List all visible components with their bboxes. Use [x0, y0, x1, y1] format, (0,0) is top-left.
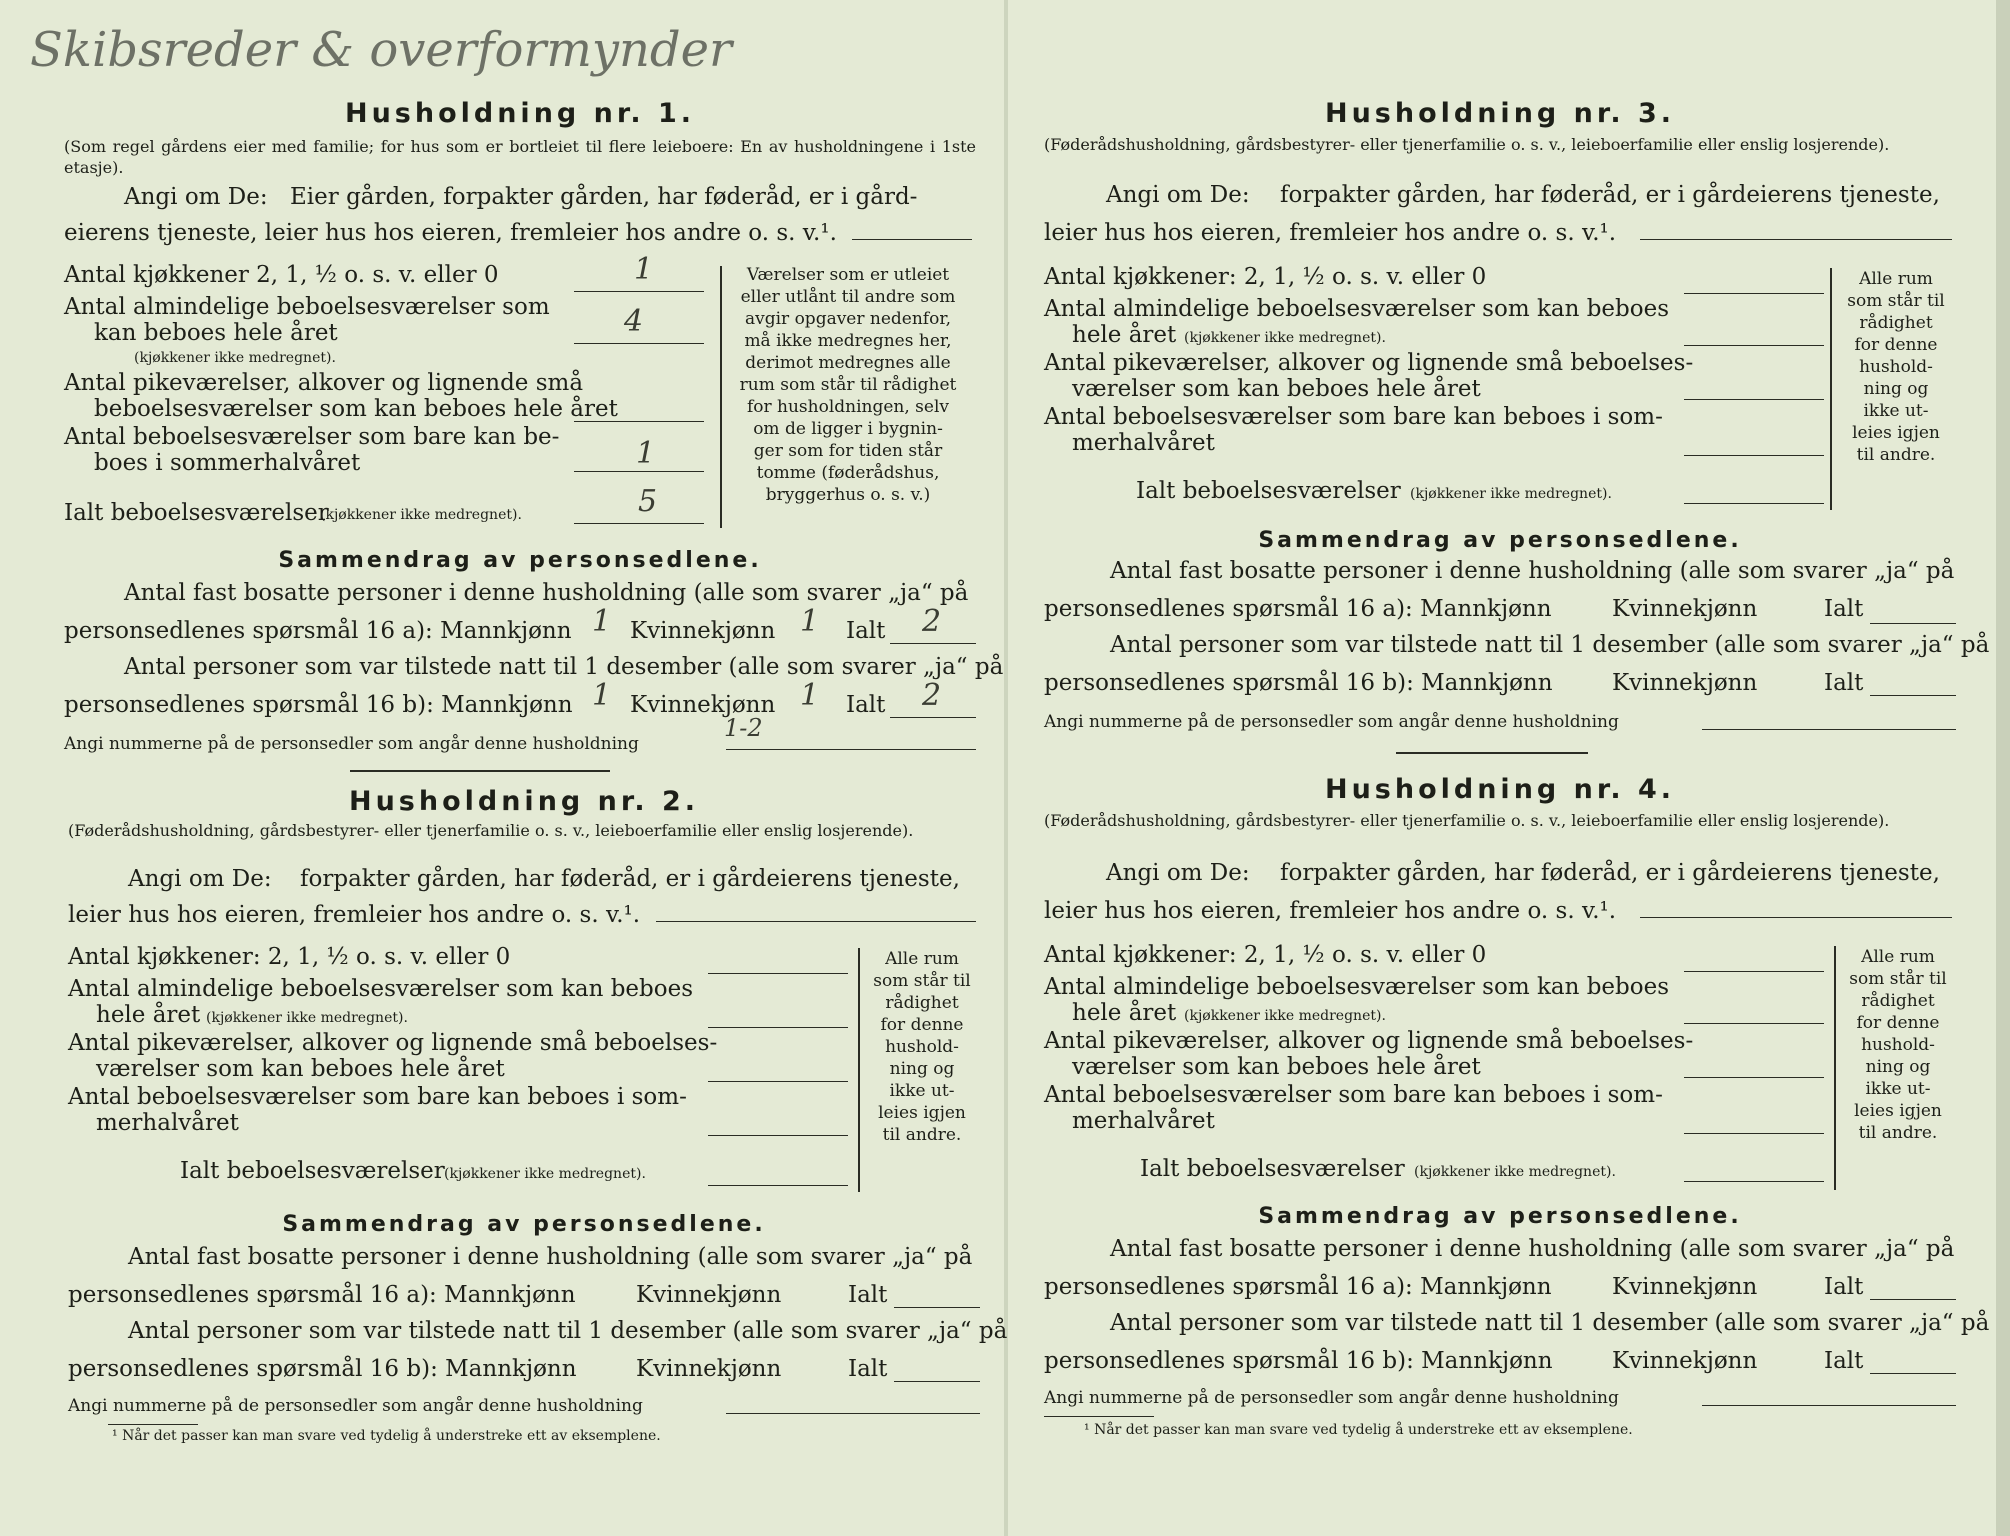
household-3-numbers-label: Angi nummerne på de personsedler som angår denne husholdning [1044, 712, 1619, 732]
household-3-ordinary-rooms-field[interactable] [1684, 344, 1824, 346]
household-1-angi-field[interactable] [852, 238, 972, 240]
household-1-resident-total: 2 [922, 604, 942, 639]
household-2-summary-title: Sammendrag av personsedlene. [282, 1212, 766, 1237]
divider [350, 770, 610, 772]
household-1-brace [720, 266, 722, 528]
household-4-maid-rooms-2: værelser som kan beboes hele året [1072, 1054, 1481, 1080]
household-2-kitchens-field[interactable] [708, 972, 848, 974]
household-2-summer-rooms-field[interactable] [708, 1134, 848, 1136]
household-4-total-rooms-sub: (kjøkkener ikke medregnet). [1414, 1164, 1616, 1180]
household-3-resident-total-field[interactable] [1870, 622, 1956, 624]
household-2-resident-total-field[interactable] [894, 1306, 980, 1308]
household-3-angi-options: forpakter gården, har føderåd, er i gårdeierens tjeneste, [1280, 182, 1940, 208]
household-1-angi-options: Eier gården, forpakter gården, har føderåd, er i gård- [290, 184, 918, 210]
household-1-total-rooms-value: 5 [638, 484, 658, 519]
household-4 [1044, 760, 1990, 1500]
household-1-resident-line2: personsedlenes spørsmål 16 a): Mannkjønn [64, 618, 572, 644]
household-2-numbers-label: Angi nummerne på de personsedler som angår denne husholdning [68, 1396, 643, 1416]
household-1-total-rooms-field[interactable] [574, 522, 704, 524]
household-2-resident-total-label: Ialt [848, 1282, 888, 1308]
household-4-note: (Føderådshusholdning, gårdsbestyrer- eller tjenerfamilie o. s. v., leieboerfamilie eller enslig losjerende). [1044, 811, 1890, 830]
household-4-ordinary-rooms-sub: (kjøkkener ikke medregnet). [1184, 1008, 1386, 1024]
household-4-angi-line2: leier hus hos eieren, fremleier hos andre o. s. v.¹. [1044, 898, 1617, 924]
household-1-present-line2: personsedlenes spørsmål 16 b): Mannkjønn [64, 692, 573, 718]
household-4-side-note: Alle rum som står til rådighet for denne hushold- ning og ikke ut- leies igjen til andre. [1849, 947, 1947, 1143]
household-2-summer-rooms-2: merhalvåret [96, 1110, 239, 1136]
household-1-kitchens-field[interactable] [574, 290, 704, 292]
household-2-maid-rooms-1: Antal pikeværelser, alkover og lignende små beboelses- [68, 1030, 718, 1056]
household-3-present-line1: Antal personer som var tilstede natt til 1 desember (alle som svarer „ja“ på [1110, 632, 1990, 658]
household-2-total-rooms-sub: (kjøkkener ikke medregnet). [444, 1166, 646, 1182]
household-2-angi-field[interactable] [656, 920, 976, 922]
household-3-numbers-field[interactable] [1702, 728, 1956, 730]
header-handwriting: Skibsreder & overformynder [30, 22, 732, 78]
household-4-kitchens-field[interactable] [1684, 970, 1824, 972]
household-1-resident-male: 1 [592, 604, 612, 639]
household-1-summer-rooms-value: 1 [636, 436, 656, 471]
footnote-rule [108, 1424, 198, 1425]
household-3-title: Husholdning nr. 3. [1324, 98, 1676, 129]
household-3-brace [1830, 268, 1832, 510]
household-4-present-female-label: Kvinnekjønn [1612, 1348, 1758, 1374]
household-1-total-rooms: Ialt beboelsesværelser [64, 500, 329, 526]
household-1-note: (Som regel gårdens eier med familie; for hus som er bortleiet til flere leieboere: En av husholdningene i 1ste etasje). [64, 137, 976, 177]
household-1-ordinary-rooms-field[interactable] [574, 342, 704, 344]
household-1-summer-rooms-field[interactable] [574, 470, 704, 472]
household-4-present-line2: personsedlenes spørsmål 16 b): Mannkjønn [1044, 1348, 1553, 1374]
household-2-total-rooms: Ialt beboelsesværelser [180, 1158, 445, 1184]
household-1-ordinary-rooms-sub: (kjøkkener ikke medregnet). [134, 350, 336, 366]
household-1-summer-rooms-1: Antal beboelsesværelser som bare kan be- [64, 424, 560, 450]
household-1-total-rooms-sub: (kjøkkener ikke medregnet). [320, 507, 522, 523]
household-1-angi-label: Angi om De: [124, 184, 268, 210]
household-1-present-female-label: Kvinnekjønn [630, 692, 776, 718]
household-4-resident-line2: personsedlenes spørsmål 16 a): Mannkjønn [1044, 1274, 1552, 1300]
household-3-maid-rooms-field[interactable] [1684, 398, 1824, 400]
household-3-present-female-label: Kvinnekjønn [1612, 670, 1758, 696]
household-2-present-total-field[interactable] [894, 1380, 980, 1382]
household-3-note: (Føderådshusholdning, gårdsbestyrer- eller tjenerfamilie o. s. v., leieboerfamilie eller enslig losjerende). [1044, 135, 1890, 154]
household-3-resident-line2: personsedlenes spørsmål 16 a): Mannkjønn [1044, 596, 1552, 622]
household-3-total-rooms: Ialt beboelsesværelser [1136, 478, 1401, 504]
household-4-summary-title: Sammendrag av personsedlene. [1258, 1204, 1742, 1229]
household-1-ordinary-rooms-1: Antal almindelige beboelsesværelser som [64, 294, 550, 320]
household-4-angi-options: forpakter gården, har føderåd, er i gårdeierens tjeneste, [1280, 860, 1940, 886]
household-2-angi-label: Angi om De: [128, 866, 272, 892]
household-1-resident-line1: Antal fast bosatte personer i denne husholdning (alle som svarer „ja“ på [124, 580, 969, 606]
household-4-ordinary-rooms-2: hele året [1072, 1000, 1177, 1026]
household-4-angi-field[interactable] [1640, 916, 1952, 918]
household-1-present-total-field[interactable] [890, 716, 976, 718]
household-3-summary-title: Sammendrag av personsedlene. [1258, 528, 1742, 553]
household-2-numbers-field[interactable] [726, 1412, 980, 1414]
household-3-angi-label: Angi om De: [1106, 182, 1250, 208]
household-2-ordinary-rooms-field[interactable] [708, 1026, 848, 1028]
household-2-ordinary-rooms-2: hele året [96, 1002, 201, 1028]
household-4-title: Husholdning nr. 4. [1324, 774, 1676, 805]
household-2 [68, 776, 1008, 1496]
household-2-ordinary-rooms-sub: (kjøkkener ikke medregnet). [206, 1010, 408, 1026]
household-3-angi-line2: leier hus hos eieren, fremleier hos andre o. s. v.¹. [1044, 220, 1617, 246]
household-1-present-male: 1 [592, 678, 612, 713]
household-3-summer-rooms-field[interactable] [1684, 454, 1824, 456]
household-4-total-rooms: Ialt beboelsesværelser [1140, 1156, 1405, 1182]
household-1-numbers-value: 1-2 [724, 714, 763, 742]
household-1-present-female: 1 [800, 678, 820, 713]
household-1-present-total-label: Ialt [846, 692, 886, 718]
household-2-summer-rooms-1: Antal beboelsesværelser som bare kan beboes i som- [68, 1084, 687, 1110]
page-fold [1004, 0, 1008, 1536]
household-1-maid-rooms-1: Antal pikeværelser, alkover og lignende små [64, 370, 584, 396]
household-4-maid-rooms-field[interactable] [1684, 1076, 1824, 1078]
footnote-right: ¹ Når det passer kan man svare ved tydelig å understreke ett av eksemplene. [1084, 1422, 1633, 1438]
household-4-resident-total-label: Ialt [1824, 1274, 1864, 1300]
household-1-resident-total-field[interactable] [890, 642, 976, 644]
household-1-ordinary-rooms-value: 4 [624, 304, 644, 339]
household-1-resident-female-label: Kvinnekjønn [630, 618, 776, 644]
household-3-summer-rooms-2: merhalvåret [1072, 430, 1215, 456]
household-2-note: (Føderådshusholdning, gårdsbestyrer- eller tjenerfamilie o. s. v., leieboerfamilie eller enslig losjerende). [68, 821, 914, 840]
household-4-present-total-label: Ialt [1824, 1348, 1864, 1374]
household-2-ordinary-rooms-1: Antal almindelige beboelsesværelser som kan beboes [68, 976, 694, 1002]
household-1-present-line1: Antal personer som var tilstede natt til 1 desember (alle som svarer „ja“ på [124, 654, 1004, 680]
household-1-numbers-field[interactable] [726, 748, 976, 750]
household-4-brace [1834, 946, 1836, 1190]
household-4-present-total-field[interactable] [1870, 1372, 1956, 1374]
household-2-angi-options: forpakter gården, har føderåd, er i gårdeierens tjeneste, [300, 866, 960, 892]
household-2-present-line1: Antal personer som var tilstede natt til 1 desember (alle som svarer „ja“ på [128, 1318, 1008, 1344]
household-3-total-rooms-sub: (kjøkkener ikke medregnet). [1410, 486, 1612, 502]
household-2-present-total-label: Ialt [848, 1356, 888, 1382]
household-1-maid-rooms-field[interactable] [574, 420, 704, 422]
household-3 [1044, 0, 1990, 740]
household-3-resident-total-label: Ialt [1824, 596, 1864, 622]
household-2-maid-rooms-2: værelser som kan beboes hele året [96, 1056, 505, 1082]
household-2-side-note: Alle rum som står til rådighet for denne hushold- ning og ikke ut- leies igjen til andre. [873, 949, 971, 1145]
household-2-total-rooms-field[interactable] [708, 1184, 848, 1186]
page-edge [1996, 0, 2010, 1536]
household-2-brace [858, 948, 860, 1192]
household-2-resident-female-label: Kvinnekjønn [636, 1282, 782, 1308]
household-4-maid-rooms-1: Antal pikeværelser, alkover og lignende små beboelses- [1044, 1028, 1694, 1054]
household-3-side-note: Alle rum som står til rådighet for denne hushold- ning og ikke ut- leies igjen til andre. [1847, 269, 1945, 465]
household-4-ordinary-rooms-1: Antal almindelige beboelsesværelser som kan beboes [1044, 974, 1670, 1000]
household-1-numbers-label: Angi nummerne på de personsedler som angår denne husholdning [64, 734, 639, 754]
household-1-side-note: Værelser som er utleiet eller utlånt til andre som avgir opgaver nedenfor, må ikke medregnes her, derimot medregnes alle rum som står til rådighet for husholdningen, selv om de ligger i bygnin- ger som for tiden står tomme (føderådshus, bryggerhus o. s. v.) [739, 265, 957, 505]
household-4-numbers-field[interactable] [1702, 1404, 1956, 1406]
household-4-kitchens: Antal kjøkkener: 2, 1, ½ o. s. v. eller 0 [1044, 942, 1487, 968]
household-4-angi-label: Angi om De: [1106, 860, 1250, 886]
household-2-present-line2: personsedlenes spørsmål 16 b): Mannkjønn [68, 1356, 577, 1382]
household-1-resident-female: 1 [800, 604, 820, 639]
household-3-ordinary-rooms-1: Antal almindelige beboelsesværelser som kan beboes [1044, 296, 1670, 322]
household-1-present-total: 2 [922, 678, 942, 713]
household-1-kitchens: Antal kjøkkener 2, 1, ½ o. s. v. eller 0 [64, 262, 499, 288]
household-3-ordinary-rooms-sub: (kjøkkener ikke medregnet). [1184, 330, 1386, 346]
household-4-present-line1: Antal personer som var tilstede natt til 1 desember (alle som svarer „ja“ på [1110, 1310, 1990, 1336]
household-2-present-female-label: Kvinnekjønn [636, 1356, 782, 1382]
household-3-present-line2: personsedlenes spørsmål 16 b): Mannkjønn [1044, 670, 1553, 696]
household-4-total-rooms-field[interactable] [1684, 1180, 1824, 1182]
household-4-numbers-label: Angi nummerne på de personsedler som angår denne husholdning [1044, 1388, 1619, 1408]
household-3-maid-rooms-2: værelser som kan beboes hele året [1072, 376, 1481, 402]
household-4-resident-total-field[interactable] [1870, 1298, 1956, 1300]
household-3-resident-female-label: Kvinnekjønn [1612, 596, 1758, 622]
household-3-angi-field[interactable] [1640, 238, 1952, 240]
household-4-summer-rooms-2: merhalvåret [1072, 1108, 1215, 1134]
household-1-resident-total-label: Ialt [846, 618, 886, 644]
household-4-ordinary-rooms-field[interactable] [1684, 1022, 1824, 1024]
divider [1396, 752, 1588, 754]
household-3-resident-line1: Antal fast bosatte personer i denne husholdning (alle som svarer „ja“ på [1110, 558, 1955, 584]
household-1-title: Husholdning nr. 1. [344, 98, 696, 129]
household-4-summer-rooms-field[interactable] [1684, 1132, 1824, 1134]
household-2-title: Husholdning nr. 2. [348, 786, 700, 817]
household-2-kitchens: Antal kjøkkener: 2, 1, ½ o. s. v. eller 0 [68, 944, 511, 970]
household-3-ordinary-rooms-2: hele året [1072, 322, 1177, 348]
household-1-angi-line2: eierens tjeneste, leier hus hos eieren, fremleier hos andre o. s. v.¹. [64, 220, 837, 246]
household-1-kitchens-value: 1 [634, 252, 654, 287]
household-4-resident-female-label: Kvinnekjønn [1612, 1274, 1758, 1300]
household-4-summer-rooms-1: Antal beboelsesværelser som bare kan beboes i som- [1044, 1082, 1663, 1108]
household-2-resident-line2: personsedlenes spørsmål 16 a): Mannkjønn [68, 1282, 576, 1308]
household-1-summer-rooms-2: boes i sommerhalvåret [94, 450, 361, 476]
household-3-kitchens-field[interactable] [1684, 292, 1824, 294]
household-3-kitchens: Antal kjøkkener: 2, 1, ½ o. s. v. eller 0 [1044, 264, 1487, 290]
household-3-summer-rooms-1: Antal beboelsesværelser som bare kan beboes i som- [1044, 404, 1663, 430]
household-1-summary-title: Sammendrag av personsedlene. [278, 548, 762, 573]
household-1-ordinary-rooms-2: kan beboes hele året [94, 320, 338, 346]
household-2-resident-line1: Antal fast bosatte personer i denne husholdning (alle som svarer „ja“ på [128, 1244, 973, 1270]
household-3-total-rooms-field[interactable] [1684, 502, 1824, 504]
household-2-maid-rooms-field[interactable] [708, 1080, 848, 1082]
household-3-present-total-label: Ialt [1824, 670, 1864, 696]
household-3-maid-rooms-1: Antal pikeværelser, alkover og lignende små beboelses- [1044, 350, 1694, 376]
footnote-rule [1044, 1416, 1154, 1417]
household-4-resident-line1: Antal fast bosatte personer i denne husholdning (alle som svarer „ja“ på [1110, 1236, 1955, 1262]
household-2-angi-line2: leier hus hos eieren, fremleier hos andre o. s. v.¹. [68, 902, 641, 928]
household-1-maid-rooms-2: beboelsesværelser som kan beboes hele året [94, 396, 618, 422]
footnote-left: ¹ Når det passer kan man svare ved tydelig å understreke ett av eksemplene. [112, 1428, 661, 1444]
household-1 [64, 0, 1004, 760]
household-3-present-total-field[interactable] [1870, 694, 1956, 696]
